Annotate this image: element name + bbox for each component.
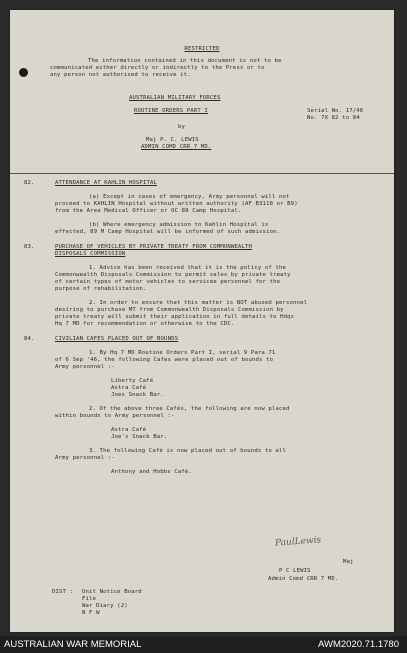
section-84-para-1-1: 1. By Hq 7 MD Routine Orders Part I, serial 9 Para 71 (89, 350, 276, 356)
section-83-title-2: DISPOSALS COMMISSION (55, 251, 126, 257)
section-84-title: CIVILIAN CAFES PLACED OUT OF BOUNDS (55, 336, 179, 342)
section-83-para-2-3: private treaty will submit their application in full details to Hdqs (55, 314, 295, 320)
section-83-para-1-4: purpose of rehabilitation. (55, 286, 147, 292)
archive-name: AUSTRALIAN WAR MEMORIAL (4, 639, 142, 650)
command-title: ADMIN COMD CRR 7 MD. (141, 144, 212, 150)
section-83-para-1-3: of certain types of motor vehicles to servicee personnel for the (55, 279, 281, 285)
section-82-para-a-3: from the Area Medical Officer or OC 89 Camp Hospital. (55, 208, 242, 214)
signature-name: P C LEWIS (279, 568, 311, 574)
serial-number: Serial No. 17/46 (307, 108, 364, 114)
section-82-number: 82. (24, 180, 35, 186)
cafe-list-1-item-1: Liberty Café (111, 378, 154, 384)
section-84-para-3-2: Army personnel :- (55, 455, 115, 461)
section-83-number: 83. (24, 244, 35, 250)
accession-number: AWM2020.71.1780 (318, 639, 399, 650)
punch-hole (19, 68, 28, 77)
section-84-number: 84. (24, 336, 35, 342)
section-82-para-b-2: effected, 89 M Camp Hospital will be informed of such admission. (55, 229, 281, 235)
order-numbers: No. 7X 82 to 84 (307, 115, 360, 121)
force-heading: AUSTRALIAN MILITARY FORCES (129, 95, 221, 101)
section-82-para-b-1: (b) Where emergency admission to Kahlin Hospital is (89, 222, 269, 228)
section-83-para-2-2: desiring to purchase MT from Commonwealth Disposals Commission by (55, 307, 284, 313)
header-divider (10, 173, 394, 174)
distribution-item-2: File (82, 596, 97, 602)
archive-footer (0, 636, 407, 653)
cafe-list-2-item-2: Joe's Snack Bar. (111, 434, 168, 440)
section-83-para-1-2: Commonwealth Disposals Commission to permit sales by private treaty (55, 272, 291, 278)
notice-line-2: communicated either directly or indirectly to the Press or to (50, 65, 265, 71)
cafe-list-1-item-2: Astra Café (111, 385, 147, 391)
section-84-para-2-1: 2. Of the above three Cafés, the following are now placed (89, 406, 290, 412)
handwritten-signature: PaulLewis (274, 535, 322, 549)
section-83-para-2-1: 2. In order to ensure that this matter is NOT abused personnel (89, 300, 308, 306)
officer-name: Maj P. C. LEWIS (146, 137, 199, 143)
distribution-item-4: N F W (82, 610, 100, 616)
cafe-list-1-item-3: Joes Snack Bar. (111, 392, 164, 398)
orders-heading: ROUTINE ORDERS PART I (134, 108, 208, 114)
by-label: by (178, 124, 186, 130)
section-84-para-1-3: Army personnel :- (55, 364, 115, 370)
cafe-list-3-item-1: Anthony and Hobbs Café. (111, 469, 192, 475)
distribution-item-3: War Diary (2) (82, 603, 128, 609)
signature-title: Admin Comd CRR 7 MD. (268, 576, 339, 582)
section-82-para-a-2: proceed to KAHLIN Hospital without written authority (AF B3118 or B9) (55, 201, 298, 207)
section-84-para-2-2: within bounds to Army personnel :- (55, 413, 175, 419)
section-83-para-2-4: Hq 7 MD for recommendation or otherwise to the CDC. (55, 321, 235, 327)
restricted-label: RESTRICTED (184, 46, 220, 52)
section-83-para-1-1: 1. Advice has been received that it is the policy of the (89, 265, 286, 271)
document-page (10, 10, 394, 632)
notice-line-1: The information contained in this document is not to be (88, 58, 282, 64)
section-84-para-1-2: of 6 Sep '46, the following Cafes were placed out of bounds to (55, 357, 274, 363)
signature-rank: Maj (343, 559, 354, 565)
distribution-item-1: Unit Notice Board (82, 589, 142, 595)
section-83-title-1: PURCHASE OF VEHICLES BY PRIVATE TREATY FROM COMMONWEALTH (55, 244, 252, 250)
section-82-para-a-1: (a) Except in cases of emergency, Army personnel will not (89, 194, 290, 200)
notice-line-3: any person not authorised to receive it. (50, 72, 191, 78)
section-82-title: ATTENDANCE AT KAHLIN HOSPITAL (55, 180, 158, 186)
distribution-label: DIST : (52, 589, 74, 595)
cafe-list-2-item-1: Astra Café (111, 427, 147, 433)
section-84-para-3-1: 3. The following Café is now placed out of bounds to all (89, 448, 286, 454)
